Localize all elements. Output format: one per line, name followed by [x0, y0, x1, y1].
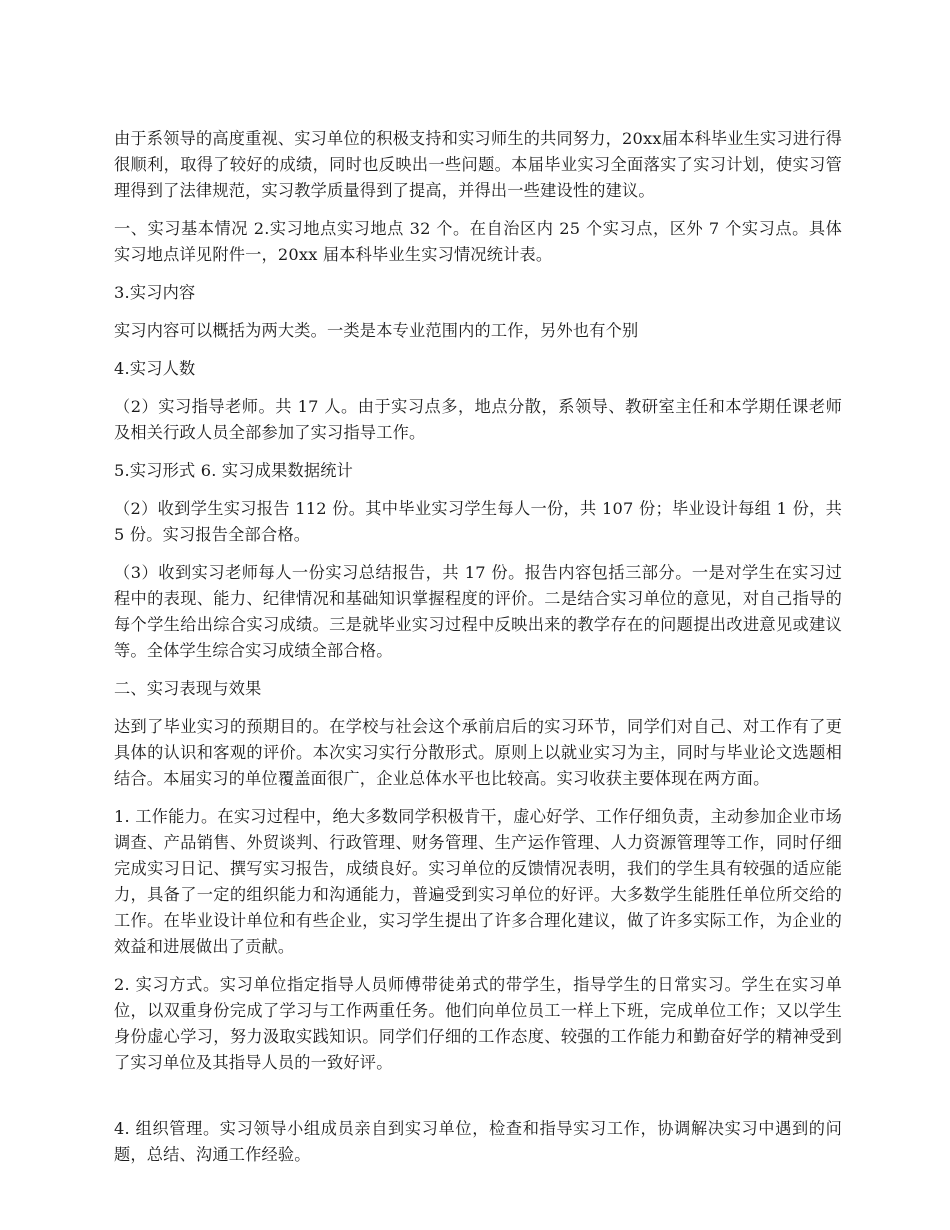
blank-gap [114, 1088, 842, 1116]
heading-content: 3.实习内容 [114, 283, 196, 302]
paragraph-goals: 达到了毕业实习的预期目的。在学校与社会这个承前启后的实习环节，同学们对自己、对工作有了更具体的认识和客观的评价。本次实习实行分散形式。原则上以就业实习为主，同时与毕业论文选题相结合。本届实习的单位覆盖面很广，企业总体水平也比较高。实习收获主要体现在两方面。 [114, 717, 842, 788]
paragraph-intro: 由于系领导的高度重视、实习单位的积极支持和实习师生的共同努力，20xx届本科毕业生实习进行得很顺利，取得了较好的成绩，同时也反映出一些问题。本届毕业实习全面落实了实习计划，使实习管理得到了法律规范，实习教学质量得到了提高，并得出一些建设性的建议。 [114, 129, 842, 200]
heading-headcount: 4.实习人数 [114, 359, 196, 378]
paragraph-internship-method: 2. 实习方式。实习单位指定指导人员师傅带徒弟式的带学生，指导学生的日常实习。学生在实习单位，以双重身份完成了学习与工作两重任务。他们向单位员工一样上下班，完成单位工作；又以学生身份虚心学习，努力汲取实践知识。同学们仔细的工作态度、较强的工作能力和勤奋好学的精神受到了实习单位及其指导人员的一致好评。 [114, 975, 842, 1072]
document-body [114, 126, 842, 1180]
paragraph-work-ability: 1. 工作能力。在实习过程中，绝大多数同学积极肯干，虚心好学、工作仔细负责，主动参加企业市场调查、产品销售、外贸谈判、行政管理、财务管理、生产运作管理、人力资源管理等工作，同时仔细完成实习日记、撰写实习报告，成绩良好。实习单位的反馈情况表明，我们的学生具有较强的适应能力，具备了一定的组织能力和沟通能力，普遍受到实习单位的好评。大多数学生能胜任单位所交给的工作。在毕业设计单位和有些企业，实习学生提出了许多合理化建议，做了许多实际工作，为企业的效益和进展做出了贡献。 [114, 807, 842, 956]
paragraph-teacher-reports: （3）收到实习老师每人一份实习总结报告，共 17 份。报告内容包括三部分。一是对学生在实习过程中的表现、能力、纪律情况和基础知识掌握程度的评价。二是结合实习单位的意见，对自己指导的每个学生给出综合实习成绩。三是就毕业实习过程中反映出来的教学存在的问题提出改进意见或建议等。全体学生综合实习成绩全部合格。 [114, 563, 842, 660]
paragraph-basic-info: 一、实习基本情况 2.实习地点实习地点 32 个。在自治区内 25 个实习点，区外 7 个实习点。具体实习地点详见附件一，20xx 届本科毕业生实习情况统计表。 [114, 219, 842, 264]
heading-form-stats: 5.实习形式 6. 实习成果数据统计 [114, 461, 354, 480]
paragraph-teachers: （2）实习指导老师。共 17 人。由于实习点多，地点分散，系领导、教研室主任和本学期任课老师及相关行政人员全部参加了实习指导工作。 [114, 397, 842, 442]
paragraph-student-reports: （2）收到学生实习报告 112 份。其中毕业实习学生每人一份，共 107 份；毕业设计每组 1 份，共 5 份。实习报告全部合格。 [114, 499, 842, 544]
heading-performance: 二、实习表现与效果 [114, 679, 262, 698]
paragraph-organization: 4. 组织管理。实习领导小组成员亲自到实习单位，检查和指导实习工作，协调解决实习中遇到的问题，总结、沟通工作经验。 [114, 1119, 842, 1164]
paragraph-content: 实习内容可以概括为两大类。一类是本专业范围内的工作，另外也有个别 [114, 321, 639, 340]
